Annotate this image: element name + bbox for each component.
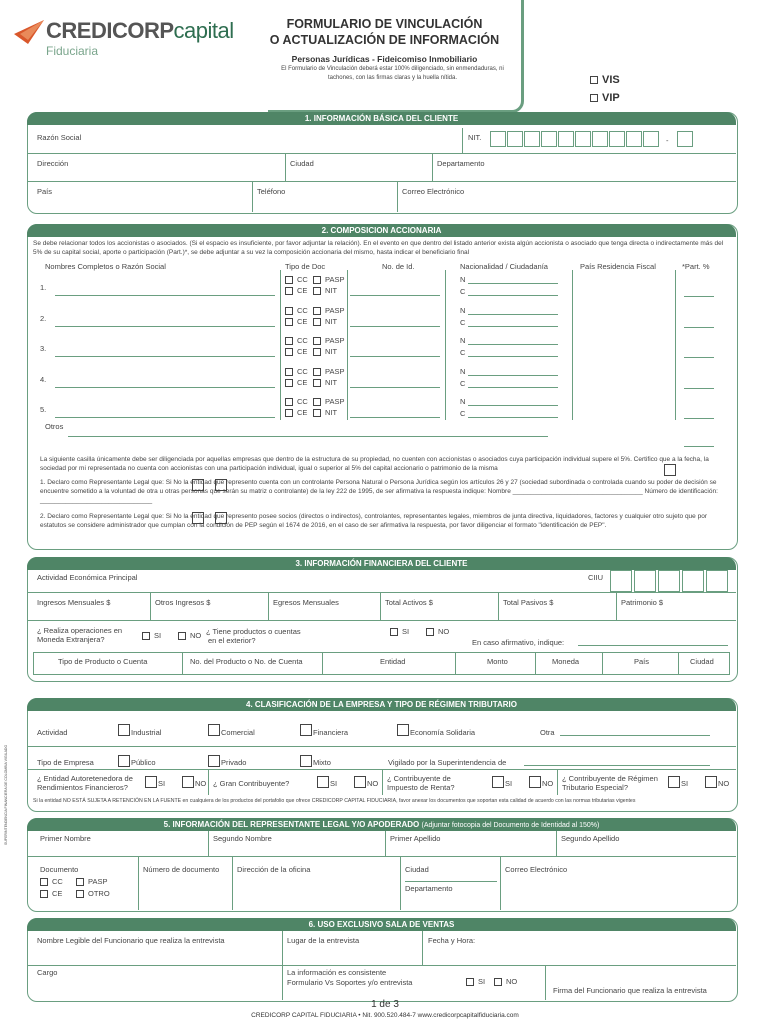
- logo-subtitle: Fiduciaria: [46, 44, 99, 58]
- economia-checkbox[interactable]: [397, 724, 409, 736]
- section-5-frame: [27, 818, 738, 912]
- shareholder-row-label: 2.: [40, 313, 47, 323]
- page-number: 1 de 3: [371, 999, 399, 1010]
- doc-cc-option[interactable]: CC: [40, 877, 63, 886]
- shareholder-row-label: 4.: [40, 374, 47, 384]
- logo-text: CREDICORPcapital: [46, 18, 234, 43]
- logo-mark-icon: [14, 20, 44, 44]
- ciudad-label: Ciudad: [290, 159, 314, 168]
- telefono-label: Teléfono: [257, 187, 286, 196]
- autoretenedor-no-checkbox[interactable]: [182, 776, 194, 788]
- vip-option[interactable]: VIP: [590, 92, 620, 104]
- shareholder-row-label: 1.: [40, 283, 47, 292]
- doc-otro-option[interactable]: OTRO: [76, 889, 110, 898]
- page-subtitle: Personas Jurídicas - Fideicomiso Inmobiliario: [291, 54, 478, 64]
- vis-option[interactable]: VIS: [590, 74, 620, 86]
- razon-social-label: Razón Social: [37, 133, 82, 142]
- section-4-title: 4. CLASIFICACIÓN DE LA EMPRESA Y TIPO DE RÉGIMEN TRIBUTARIO: [27, 698, 736, 711]
- mixto-checkbox[interactable]: [300, 755, 312, 767]
- certification-checkbox[interactable]: [664, 464, 676, 476]
- declaration-2-si-checkbox[interactable]: [192, 512, 204, 524]
- comercial-checkbox[interactable]: [208, 724, 220, 736]
- correo-label: Correo Electrónico: [402, 187, 465, 196]
- ciiu-label: CIIU: [588, 573, 603, 582]
- shareholder-nit-option[interactable]: NIT: [313, 286, 337, 295]
- section-6-title: 6. USO EXCLUSIVO SALA DE VENTAS: [27, 918, 736, 931]
- section-2-intro: Se debe relacionar todos los accionistas o asociados. (Si el espacio es insuficiente, por favor adjuntar la relación). En el evento en que dentro del listado anterior exista algún accionista o asociado que tenga directa o indirectamente más del 5% de su capital social, aporte o participación (Part.)*, se debe adjuntar a su vez la composición accionaria del mismo, hasta indicar el beneficiario final: [33, 240, 724, 256]
- shareholder-cc-option[interactable]: CC: [285, 306, 308, 315]
- section-4-footnote: Si la entidad NO ESTÁ SUJETA A RETENCIÓN EN LA FUENTE en cualquiera de los productos del portafolio que ofrece CREDICORP CAPITAL FIDUCIARIA, favor anexar los documentos que soportan esta calidad de acuerdo con las normas tributarias vigentes: [33, 798, 636, 804]
- pais-label: País: [37, 187, 53, 196]
- shareholder-pasp-option[interactable]: PASP: [313, 397, 344, 406]
- declaration-1-no-checkbox[interactable]: [215, 479, 227, 491]
- shareholder-cc-option[interactable]: CC: [285, 397, 308, 406]
- industrial-checkbox[interactable]: [118, 724, 130, 736]
- shareholder-cc-option[interactable]: CC: [285, 336, 308, 345]
- gran-contribuyente-no-checkbox[interactable]: [354, 776, 366, 788]
- shareholder-row-label: 5.: [40, 405, 47, 414]
- shareholder-ce-option[interactable]: CE: [285, 408, 307, 417]
- section-1-title: 1. INFORMACIÓN BÁSICA DEL CLIENTE: [27, 112, 736, 125]
- shareholder-nit-option[interactable]: NIT: [313, 317, 337, 326]
- autoretenedor-si-checkbox[interactable]: [145, 776, 157, 788]
- header-note: El Formulario de Vinculación deberá estar 100% diligenciado, sin enmendaduras, ni tachones, con las firmas claras y la huella nítida.: [281, 66, 504, 81]
- departamento-label: Departamento: [437, 159, 485, 168]
- section-2-title: 2. COMPOSICION ACCIONARIA: [27, 224, 736, 237]
- renta-no-checkbox[interactable]: [529, 776, 541, 788]
- shareholder-row-label: 3.: [40, 344, 47, 353]
- shareholder-pasp-option[interactable]: PASP: [313, 367, 344, 376]
- shareholder-pasp-option[interactable]: PASP: [313, 336, 344, 345]
- footer-line: CREDICORP CAPITAL FIDUCIARIA • Nit. 900.520.484-7 www.credicorpcapitalfiduciaria.com: [251, 1012, 519, 1019]
- consistente-si-option[interactable]: SI: [466, 977, 485, 986]
- declaration-1-si-checkbox[interactable]: [192, 479, 204, 491]
- declaration-2-no-checkbox[interactable]: [215, 512, 227, 524]
- shareholder-nit-option[interactable]: NIT: [313, 378, 337, 387]
- sidebar-vigilado-text: SUPERINTENDENCIA FINANCIERA DE COLOMBIA VIGILADO: [4, 744, 8, 845]
- shareholder-pasp-option[interactable]: PASP: [313, 306, 344, 315]
- declaration-2-text: 2. Declaro como Representante Legal que: Si No la entidad que represento posee socios (directos o indirectos), controlantes, representantes legales, miembros de junta directiva, liquidadores, factores y cualquier otro sujeto que por estatutos se considere administrador que cumplan con la condición de PEP según el 1674 de 2016, en el caso de ser afirmativa la respuesta, por favor diligenciar el formato "identificación de PEP".: [40, 513, 707, 529]
- renta-si-checkbox[interactable]: [492, 776, 504, 788]
- financiera-checkbox[interactable]: [300, 724, 312, 736]
- publico-checkbox[interactable]: [118, 755, 130, 767]
- shareholder-cc-option[interactable]: CC: [285, 367, 308, 376]
- doc-ce-option[interactable]: CE: [40, 889, 62, 898]
- shareholder-pasp-option[interactable]: PASP: [313, 275, 344, 284]
- q2-si-option[interactable]: SI: [390, 627, 409, 636]
- certification-text: La siguiente casilla únicamente debe ser diligenciada por aquellas empresas que dentro de la estructura de su propiedad, no cuenten con accionistas o asociados cuya participación individual supere el 5%. Certifico que a la fecha, la sociedad por mi representada no cuenta con accionistas con una participación individual, igual o superior al 5% del capital accionario o patrimonio de la misma: [40, 456, 709, 472]
- shareholder-nit-option[interactable]: NIT: [313, 347, 337, 356]
- section-1-frame: [27, 112, 738, 214]
- consistente-no-option[interactable]: NO: [494, 977, 517, 986]
- shareholder-ce-option[interactable]: CE: [285, 347, 307, 356]
- regimen-especial-si-checkbox[interactable]: [668, 776, 680, 788]
- section-3-title: 3. INFORMACIÓN FINANCIERA DEL CLIENTE: [27, 557, 736, 570]
- page-title: FORMULARIO DE VINCULACIÓN O ACTUALIZACIÓN DE INFORMACIÓN: [269, 17, 500, 47]
- shareholder-ce-option[interactable]: CE: [285, 286, 307, 295]
- shareholder-cc-option[interactable]: CC: [285, 275, 308, 284]
- gran-contribuyente-si-checkbox[interactable]: [317, 776, 329, 788]
- vis-checkbox[interactable]: [590, 76, 598, 84]
- q1-si-option[interactable]: SI: [142, 631, 161, 640]
- shareholder-ce-option[interactable]: CE: [285, 378, 307, 387]
- doc-pasp-option[interactable]: PASP: [76, 877, 107, 886]
- direccion-label: Dirección: [37, 159, 69, 168]
- shareholder-nit-option[interactable]: NIT: [313, 408, 337, 417]
- vip-checkbox[interactable]: [590, 94, 598, 102]
- declaration-1-text: 1. Declaro como Representante Legal que: Si No la entidad que represento cuenta con un controlante Persona Natural o Persona Jurídica según los artículos 26 y 27 (sociedad subordinada o controlada cuando su poder de decisión se encuentre sometido a la voluntad de otra u otras personas que serán su matriz o controlante) de la ley 222 de 1995, de ser afirmativa la respuesta indique: Nombre ____________________________________ Número de identificación: _______________________________: [40, 479, 718, 504]
- section-5-title: 5. INFORMACIÓN DEL REPRESENTANTE LEGAL Y/O APODERADO (Adjuntar fotocopia del Documento de Identidad al 150%): [27, 818, 736, 831]
- q1-no-option[interactable]: NO: [178, 631, 201, 640]
- vis-vip-options: [590, 74, 620, 104]
- nit-label: NIT.: [468, 133, 482, 142]
- privado-checkbox[interactable]: [208, 755, 220, 767]
- shareholder-ce-option[interactable]: CE: [285, 317, 307, 326]
- actividad-label: Actividad Económica Principal: [37, 573, 138, 582]
- regimen-especial-no-checkbox[interactable]: [705, 776, 717, 788]
- q2-no-option[interactable]: NO: [426, 627, 449, 636]
- otros-label: Otros: [45, 422, 64, 431]
